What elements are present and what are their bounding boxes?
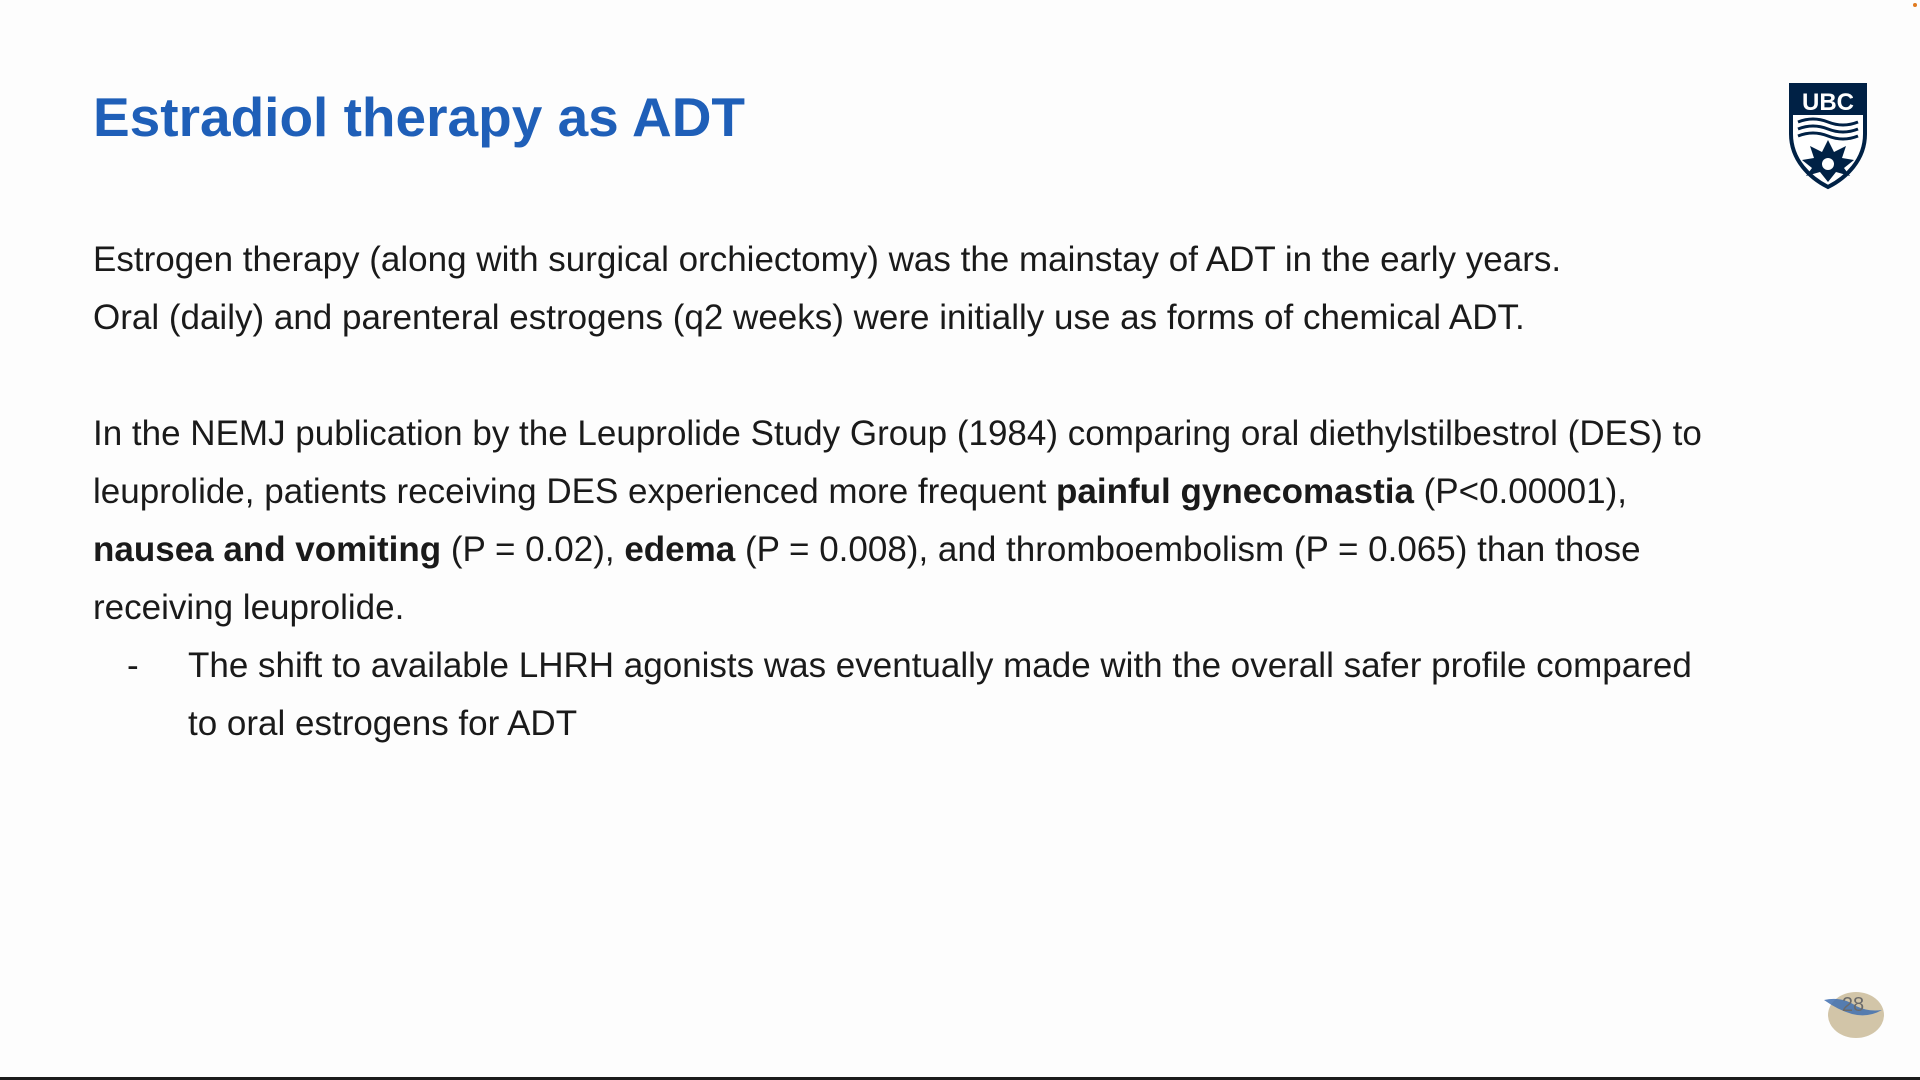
paragraph-2-text-1: In the NEMJ publication by the Leuprolide Study Group (1984) comparing oral diethylstilbestrol (DES) to leuprolide, patients receiving DES experienced more frequent [93,414,1702,511]
slide-body [93,231,1713,753]
emphasis-edema: edema [624,530,736,569]
status-dot [1913,3,1917,7]
paragraph-2-text-3: (P = 0.02), [441,530,625,569]
paragraph-2-text-2: (P<0.00001), [1413,472,1627,511]
bullet-item [93,637,1713,753]
bullet-marker: - [127,646,139,685]
page-number: 28 [1841,994,1865,1016]
page-number-badge [1822,990,1884,1038]
paragraph-2-text-4: (P = 0.008), and thromboembolism (P = 0.065) than those receiving leuprolide. [93,530,1641,627]
paragraph-1-line-2: Oral (daily) and parenteral estrogens (q2 weeks) were initially use as forms of chemical ADT. [93,298,1525,337]
ubc-logo [1788,82,1868,190]
slide-title: Estradiol therapy as ADT [93,86,746,148]
emphasis-painful-gynecomastia: painful gynecomastia [1056,472,1414,511]
ubc-crest-icon [1788,82,1868,190]
bullet-text: The shift to available LHRH agonists was eventually made with the overall safer profile compared to oral estrogens for ADT [188,646,1692,743]
logo-text: UBC [1802,89,1854,116]
paragraph-1-line-1: Estrogen therapy (along with surgical orchiectomy) was the mainstay of ADT in the early years. [93,240,1562,279]
paragraph-leuprolide-study [93,405,1713,637]
emphasis-nausea-vomiting: nausea and vomiting [93,530,442,569]
paragraph-estrogen-history [93,231,1713,347]
